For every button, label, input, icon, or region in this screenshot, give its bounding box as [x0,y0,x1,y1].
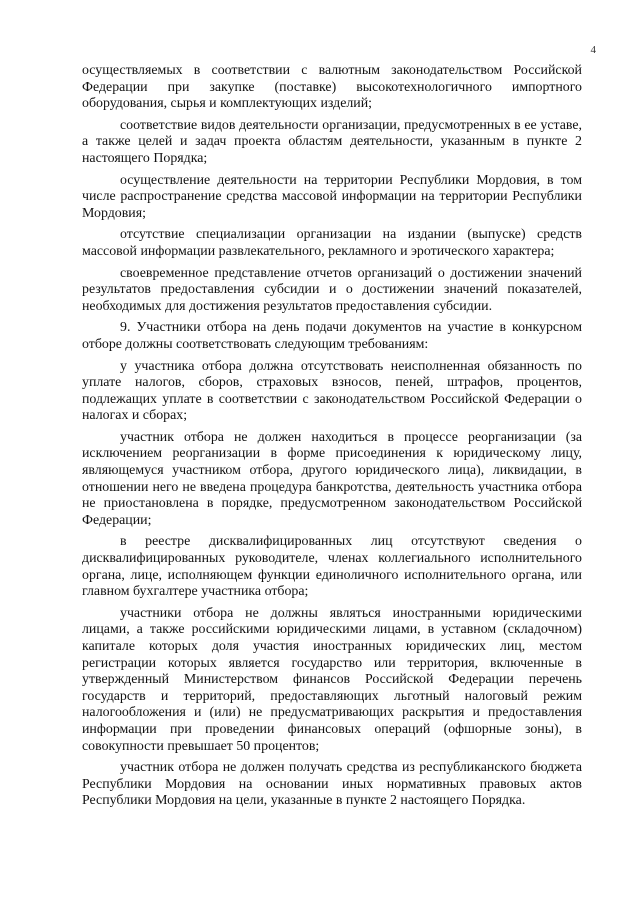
paragraph-no-reorganization: участник отбора не должен находиться в процессе реорганизации (за исключением реорганизации в форме присоединения к юридическому лицу, являющемуся участником отбора, другого юридического лица), ликвидации, в отношении него не введена процедура банкротства, деятельность участника отбора не приостановлена в порядке, предусмотренном законодательством Российской Федерации; [82,429,582,528]
paragraph-item-9: 9. Участники отбора на день подачи документов на участие в конкурсном отборе должны соответствовать следующим требованиям: [82,320,582,352]
page-number: 4 [590,44,596,56]
paragraph-foreign-entities: участники отбора не должны являться иностранными юридическими лицами, а также российскими юридическими лицами, в уставном (складочном) капитале которых доля участия иностранных юридических лиц, местом регистрации которых является государство или территория, включенные в утвержденный Министерством финансов Российской Федерации перечень государств и территорий, предоставляющих льготный налоговый режим налогообложения и (или) не предусматривающих раскрытия и предоставления информации при проведении финансовых операций (офшорные зоны), в совокупности превышает 50 процентов; [82,605,582,754]
paragraph-continuation: осуществляемых в соответствии с валютным законодательством Российской Федерации при закупке (поставке) высокотехнологичного импортного оборудования, сырья и комплектующих изделий; [82,63,582,112]
document-body [82,63,582,815]
paragraph-no-tax-debt: у участника отбора должна отсутствовать неисполненная обязанность по уплате налогов, сборов, страховых взносов, пеней, штрафов, процентов, подлежащих уплате в соответствии с законодательством Российской Федерации о налогах и сборах; [82,358,582,424]
paragraph-disqualified-registry: в реестре дисквалифицированных лиц отсутствуют сведения о дисквалифицированных руководителе, членах коллегиального исполнительного органа, лице, исполняющем функции единоличного исполнительного органа, или главном бухгалтере участника отбора; [82,534,582,600]
paragraph-no-specialization: отсутствие специализации организации на издании (выпуске) средств массовой информации развлекательного, рекламного и эротического характера; [82,227,582,259]
paragraph-territory: осуществление деятельности на территории Республики Мордовия, в том числе распространение средства массовой информации на территории Республики Мордовия; [82,172,582,221]
paragraph-no-other-funds: участник отбора не должен получать средства из республиканского бюджета Республики Мордовия на основании иных нормативных правовых актов Республики Мордовия на цели, указанные в пункте 2 настоящего Порядка. [82,760,582,809]
paragraph-reporting: своевременное представление отчетов организаций о достижении значений результатов предоставления субсидии и о достижении значений показателей, необходимых для достижения результатов предоставления субсидии. [82,265,582,314]
paragraph-activity-compliance: соответствие видов деятельности организации, предусмотренных в ее уставе, а также целей и задач проекта областям деятельности, указанным в пункте 2 настоящего Порядка; [82,117,582,166]
